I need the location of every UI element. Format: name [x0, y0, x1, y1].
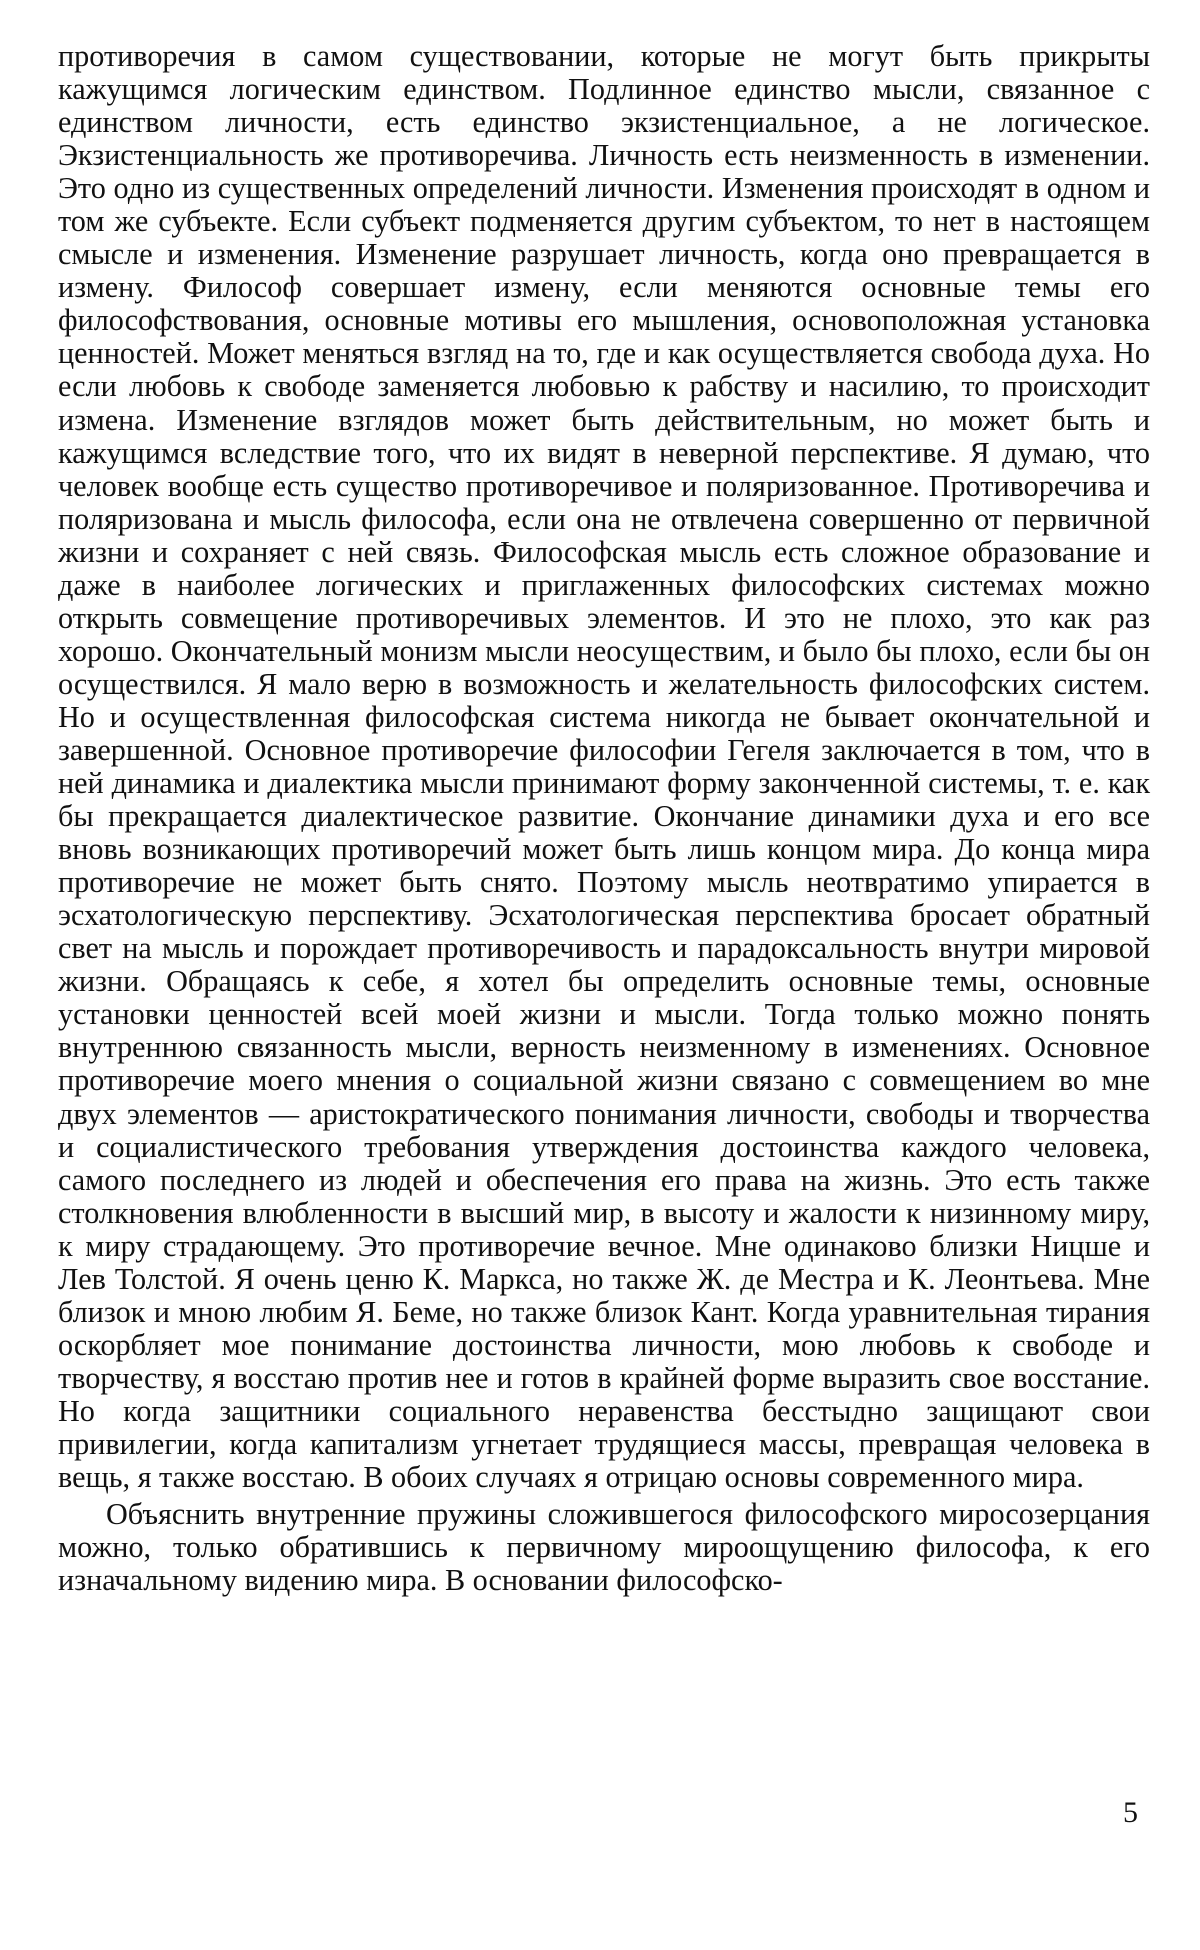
page-number: 5	[1123, 1796, 1138, 1829]
paragraph-1: противоречия в самом существовании, которые не могут быть прикрыты кажущимся логическим единством. Подлинное единство мысли, связанное с единством личности, есть единство экзистенциальное, а не логическое. Экзистенциальность же противоречива. Личность есть неизменность в изменении. Это одно из существенных определений личности. Изменения происходят в одном и том же субъекте. Если субъект подменяется другим субъектом, то нет в настоящем смысле и изменения. Изменение разрушает личность, когда оно превращается в измену. Философ совершает измену, если меняются основные темы его философствования, основные мотивы его мышления, основоположная установка ценностей. Может меняться взгляд на то, где и как осуществляется свобода духа. Но если любовь к свободе заменяется любовью к рабству и насилию, то происходит измена. Изменение взглядов может быть действительным, но может быть и кажущимся вследствие того, что их видят в неверной перспективе. Я думаю, что человек вообще есть существо противоречивое и поляризованное. Противоречива и поляризована и мысль философа, если она не отвлечена совершенно от первичной жизни и сохраняет с ней связь. Философская мысль есть сложное образование и даже в наиболее логических и приглаженных философских системах можно открыть совмещение противоречивых элементов. И это не плохо, это как раз хорошо. Окончательный монизм мысли неосуществим, и было бы плохо, если бы он осуществился. Я мало верю в возможность и желательность философских систем. Но и осуществленная философская система никогда не бывает окончательной и завершенной. Основное противоречие философии Гегеля заключается в том, что в ней динамика и диалектика мысли принимают форму законченной системы, т. е. как бы прекращается диалектическое развитие. Окончание динамики духа и его все вновь возникающих противоречий может быть лишь концом мира. До конца мира противоречие не может быть снято. Поэтому мысль неотвратимо упирается в эсхатологическую перспективу. Эсхатологическая перспектива бросает обратный свет на мысль и порождает противоречивость и парадоксальность внутри мировой жизни. Обращаясь к себе, я хотел бы определить основные темы, основные установки ценностей всей моей жизни и мысли. Тогда только можно понять внутреннюю связанность мысли, верность неизменному в изменениях. Основное противоречие моего мнения о социальной жизни связано с совмещением во мне двух элементов — аристократического понимания личности, свободы и творчества и социалистического требования утверждения достоинства каждого человека, самого последнего из людей и обеспечения его права на жизнь. Это есть также столкновения влюбленности в высший мир, в высоту и жалости к низинному миру, к миру страдающему. Это противоречие вечное. Мне одинаково близки Ницше и Лев Толстой. Я очень ценю К. Маркса, но также Ж. де Местра и К. Леонтьева. Мне близок и мною любим Я. Беме, но также близок Кант. Когда уравнительная тирания оскорбляет мое понимание достоинства личности, мою любовь к свободе и творчеству, я восстаю против нее и готов в крайней форме выразить свое восстание. Но когда защитники социального неравенства бесстыдно защищают свои привилегии, когда капитализм угнетает трудящиеся массы, превращая человека в вещь, я также восстаю. В обоих случаях я отрицаю основы современного мира.	[58, 39, 1150, 1495]
page-body	[58, 40, 1150, 1597]
paragraph-2: Объяснить внутренние пружины сложившегося философского миросозерцания можно, только обратившись к первичному мироощущению философа, к его изначальному видению мира. В основании философско-	[58, 1497, 1150, 1598]
